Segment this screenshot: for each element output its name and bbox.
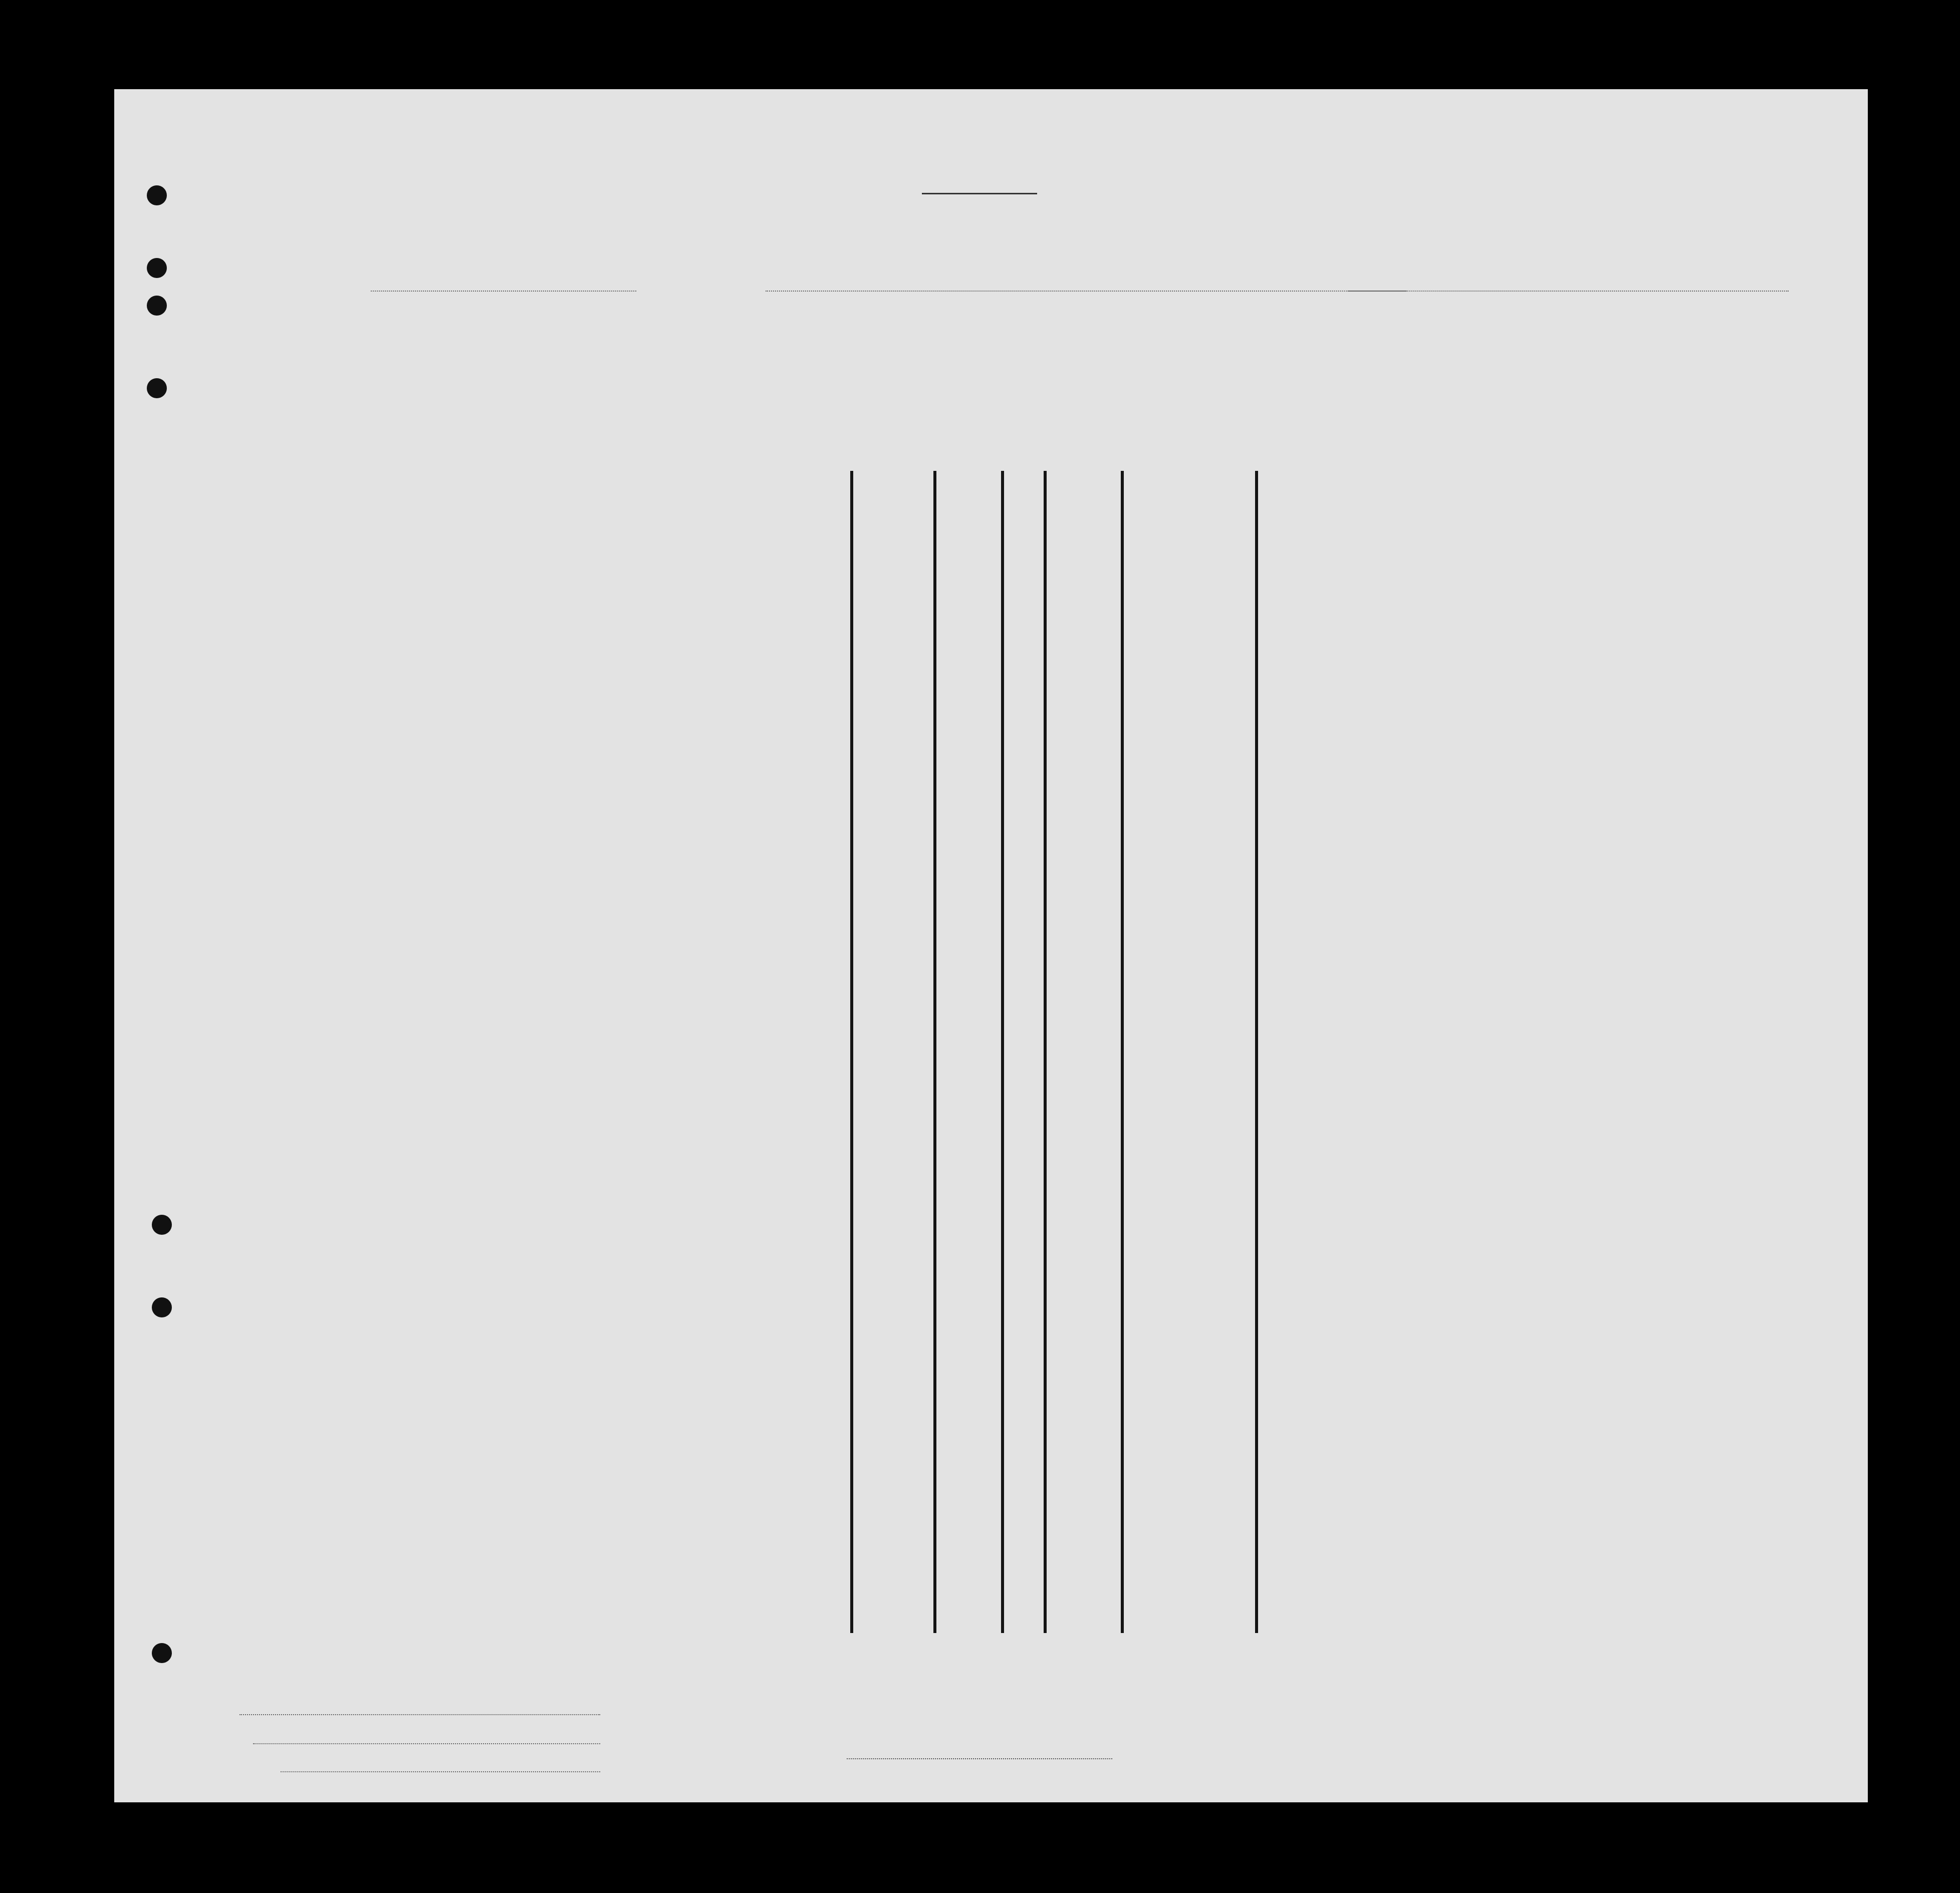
line-underline bbox=[239, 1713, 600, 1715]
ditto-bar-discharged bbox=[1001, 471, 1004, 1633]
owners-underline bbox=[253, 1742, 600, 1744]
ditto-bar-where bbox=[933, 471, 936, 1633]
ditto-bar-nationality bbox=[1255, 471, 1258, 1633]
from-port-underline bbox=[1348, 290, 1789, 292]
binder-hole bbox=[147, 378, 167, 398]
arrival-underline bbox=[766, 290, 1407, 292]
binder-hole bbox=[152, 1297, 172, 1317]
binder-hole bbox=[147, 258, 167, 278]
signature-rule bbox=[847, 1758, 1112, 1759]
binder-hole bbox=[152, 1215, 172, 1235]
manifest-sheet bbox=[114, 89, 1868, 1802]
vessel-underline bbox=[371, 290, 636, 292]
ditto-bar-sex bbox=[1121, 471, 1124, 1633]
binder-hole bbox=[152, 1643, 172, 1663]
ditto-bar-read bbox=[1044, 471, 1047, 1633]
agents-underline bbox=[281, 1770, 600, 1772]
binder-hole bbox=[147, 296, 167, 316]
title-rule bbox=[922, 193, 1037, 194]
binder-hole bbox=[147, 185, 167, 205]
ditto-bar-when bbox=[850, 471, 853, 1633]
